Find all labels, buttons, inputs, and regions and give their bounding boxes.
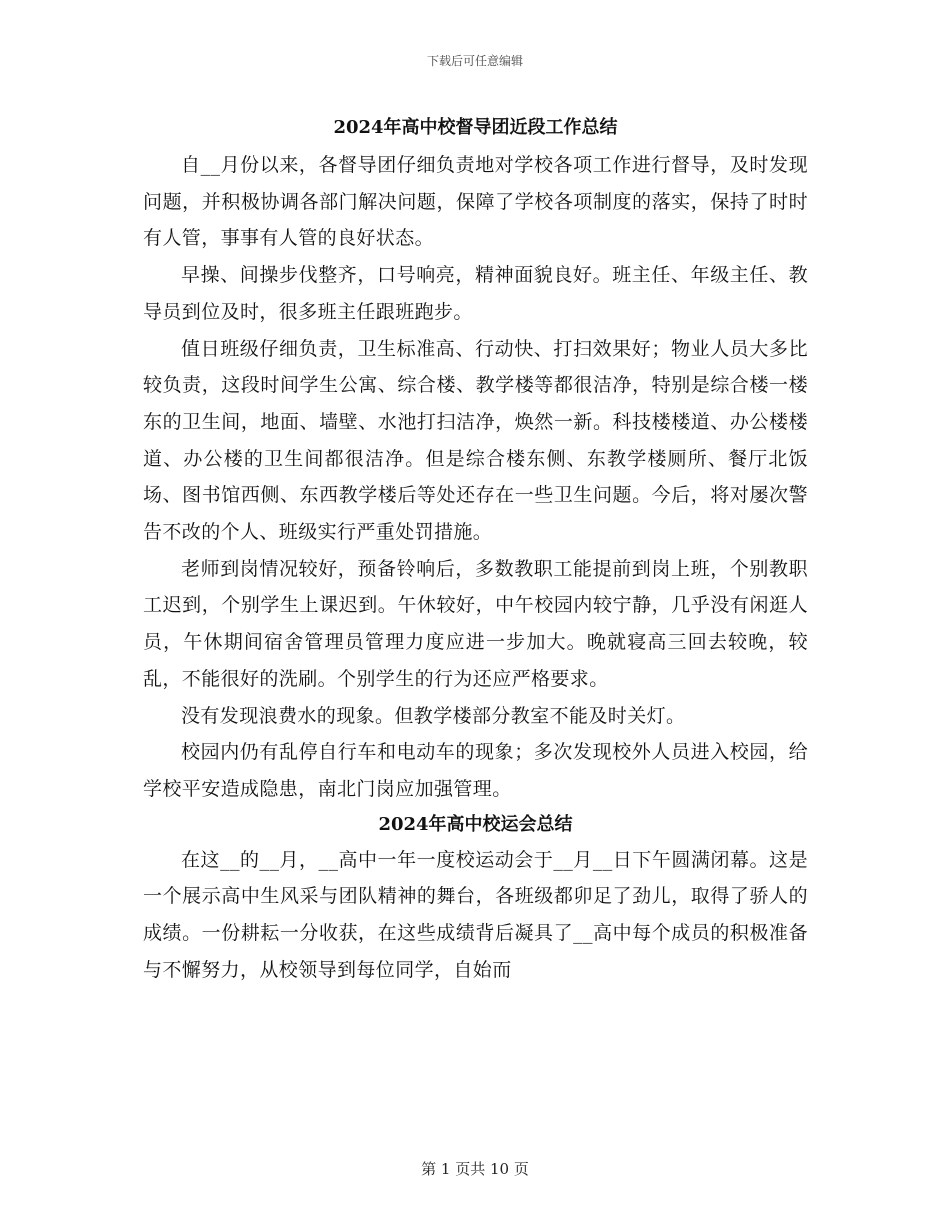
section1-paragraph-4: 老师到岗情况较好，预备铃响后，多数教职工能提前到岗上班，个别教职工迟到，个别学生上课迟到。午休较好，中午校园内较宁静，几乎没有闲逛人员，午休期间宿舍管理员管理力度应进一步加大。晚就寝高三回去较晚，较乱，不能很好的洗刷。个别学生的行为还应严格要求。 xyxy=(143,557,808,690)
section1-title: 2024年高中校督导团近段工作总结 xyxy=(333,117,618,138)
section1-paragraph-1: 自__月份以来，各督导团仔细负责地对学校各项工作进行督导，及时发现问题，并积极协调各部门解决问题，保障了学校各项制度的落实，保持了时时有人管，事事有人管的良好状态。 xyxy=(143,154,808,250)
page-number: 第 1 页共 10 页 xyxy=(421,1160,529,1178)
header-note: 下载后可任意编辑 xyxy=(426,54,523,68)
section1-paragraph-5: 没有发现浪费水的现象。但教学楼部分教室不能及时关灯。 xyxy=(181,704,686,727)
document-body xyxy=(143,113,808,988)
section2-title: 2024年高中校运会总结 xyxy=(378,813,573,835)
section2-paragraph-1: 在这__的__月，__高中一年一度校运动会于__月__日下午圆满闭幕。这是一个展示高中生风采与团队精神的舞台，各班级都卯足了劲儿，取得了骄人的成绩。一份耕耘一分收获，在这些成绩背后凝具了__高中每个成员的积极准备与不懈努力，从校领导到每位同学，自始而 xyxy=(143,848,808,981)
section1-paragraph-3: 值日班级仔细负责，卫生标准高、行动快、打扫效果好；物业人员大多比较负责，这段时间学生公寓、综合楼、教学楼等都很洁净，特别是综合楼一楼东的卫生间，地面、墙壁、水池打扫洁净，焕然一新。科技楼楼道、办公楼楼道、办公楼的卫生间都很洁净。但是综合楼东侧、东教学楼厕所、餐厅北饭场、图书馆西侧、东西教学楼后等处还存在一些卫生问题。今后，将对屡次警告不改的个人、班级实行严重处罚措施。 xyxy=(143,337,808,544)
section1-paragraph-2: 早操、间操步伐整齐，口号响亮，精神面貌良好。班主任、年级主任、教导员到位及时，很多班主任跟班跑步。 xyxy=(143,264,808,323)
section1-paragraph-6: 校园内仍有乱停自行车和电动车的现象；多次发现校外人员进入校园，给学校平安造成隐患，南北门岗应加强管理。 xyxy=(143,741,808,800)
